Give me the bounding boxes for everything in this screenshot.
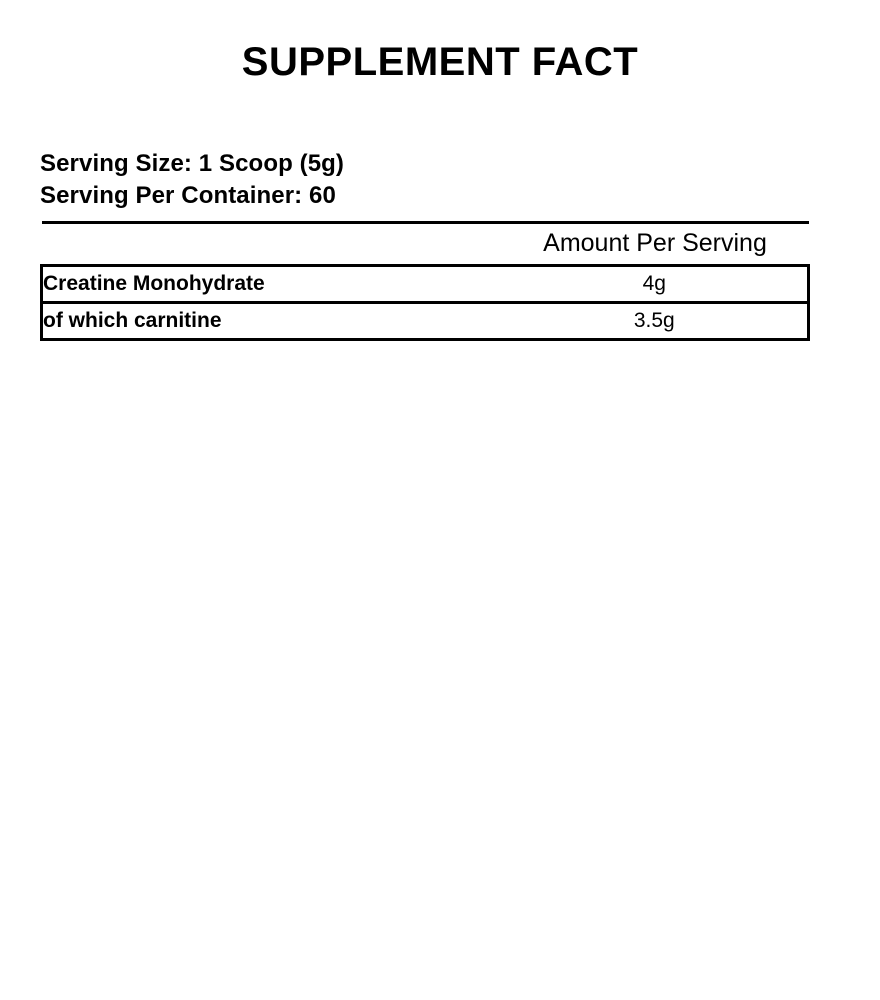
ingredient-amount: 3.5g: [502, 302, 809, 339]
nutrition-table: [40, 221, 810, 341]
ingredient-name: Creatine Monohydrate: [42, 265, 502, 302]
amount-per-serving-header: Amount Per Serving: [502, 222, 809, 265]
serving-per-container-line: Serving Per Container: 60: [40, 182, 336, 210]
header-spacer: [42, 222, 502, 265]
ingredient-amount: 4g: [502, 265, 809, 302]
table-row: [42, 265, 809, 302]
page-title: SUPPLEMENT FACT: [241, 40, 639, 84]
table-header-row: [42, 222, 809, 265]
serving-size-line: Serving Size: 1 Scoop (5g): [40, 150, 344, 177]
table-row: [42, 302, 809, 339]
ingredient-name: of which carnitine: [42, 302, 502, 339]
facts-body: [40, 84, 840, 341]
